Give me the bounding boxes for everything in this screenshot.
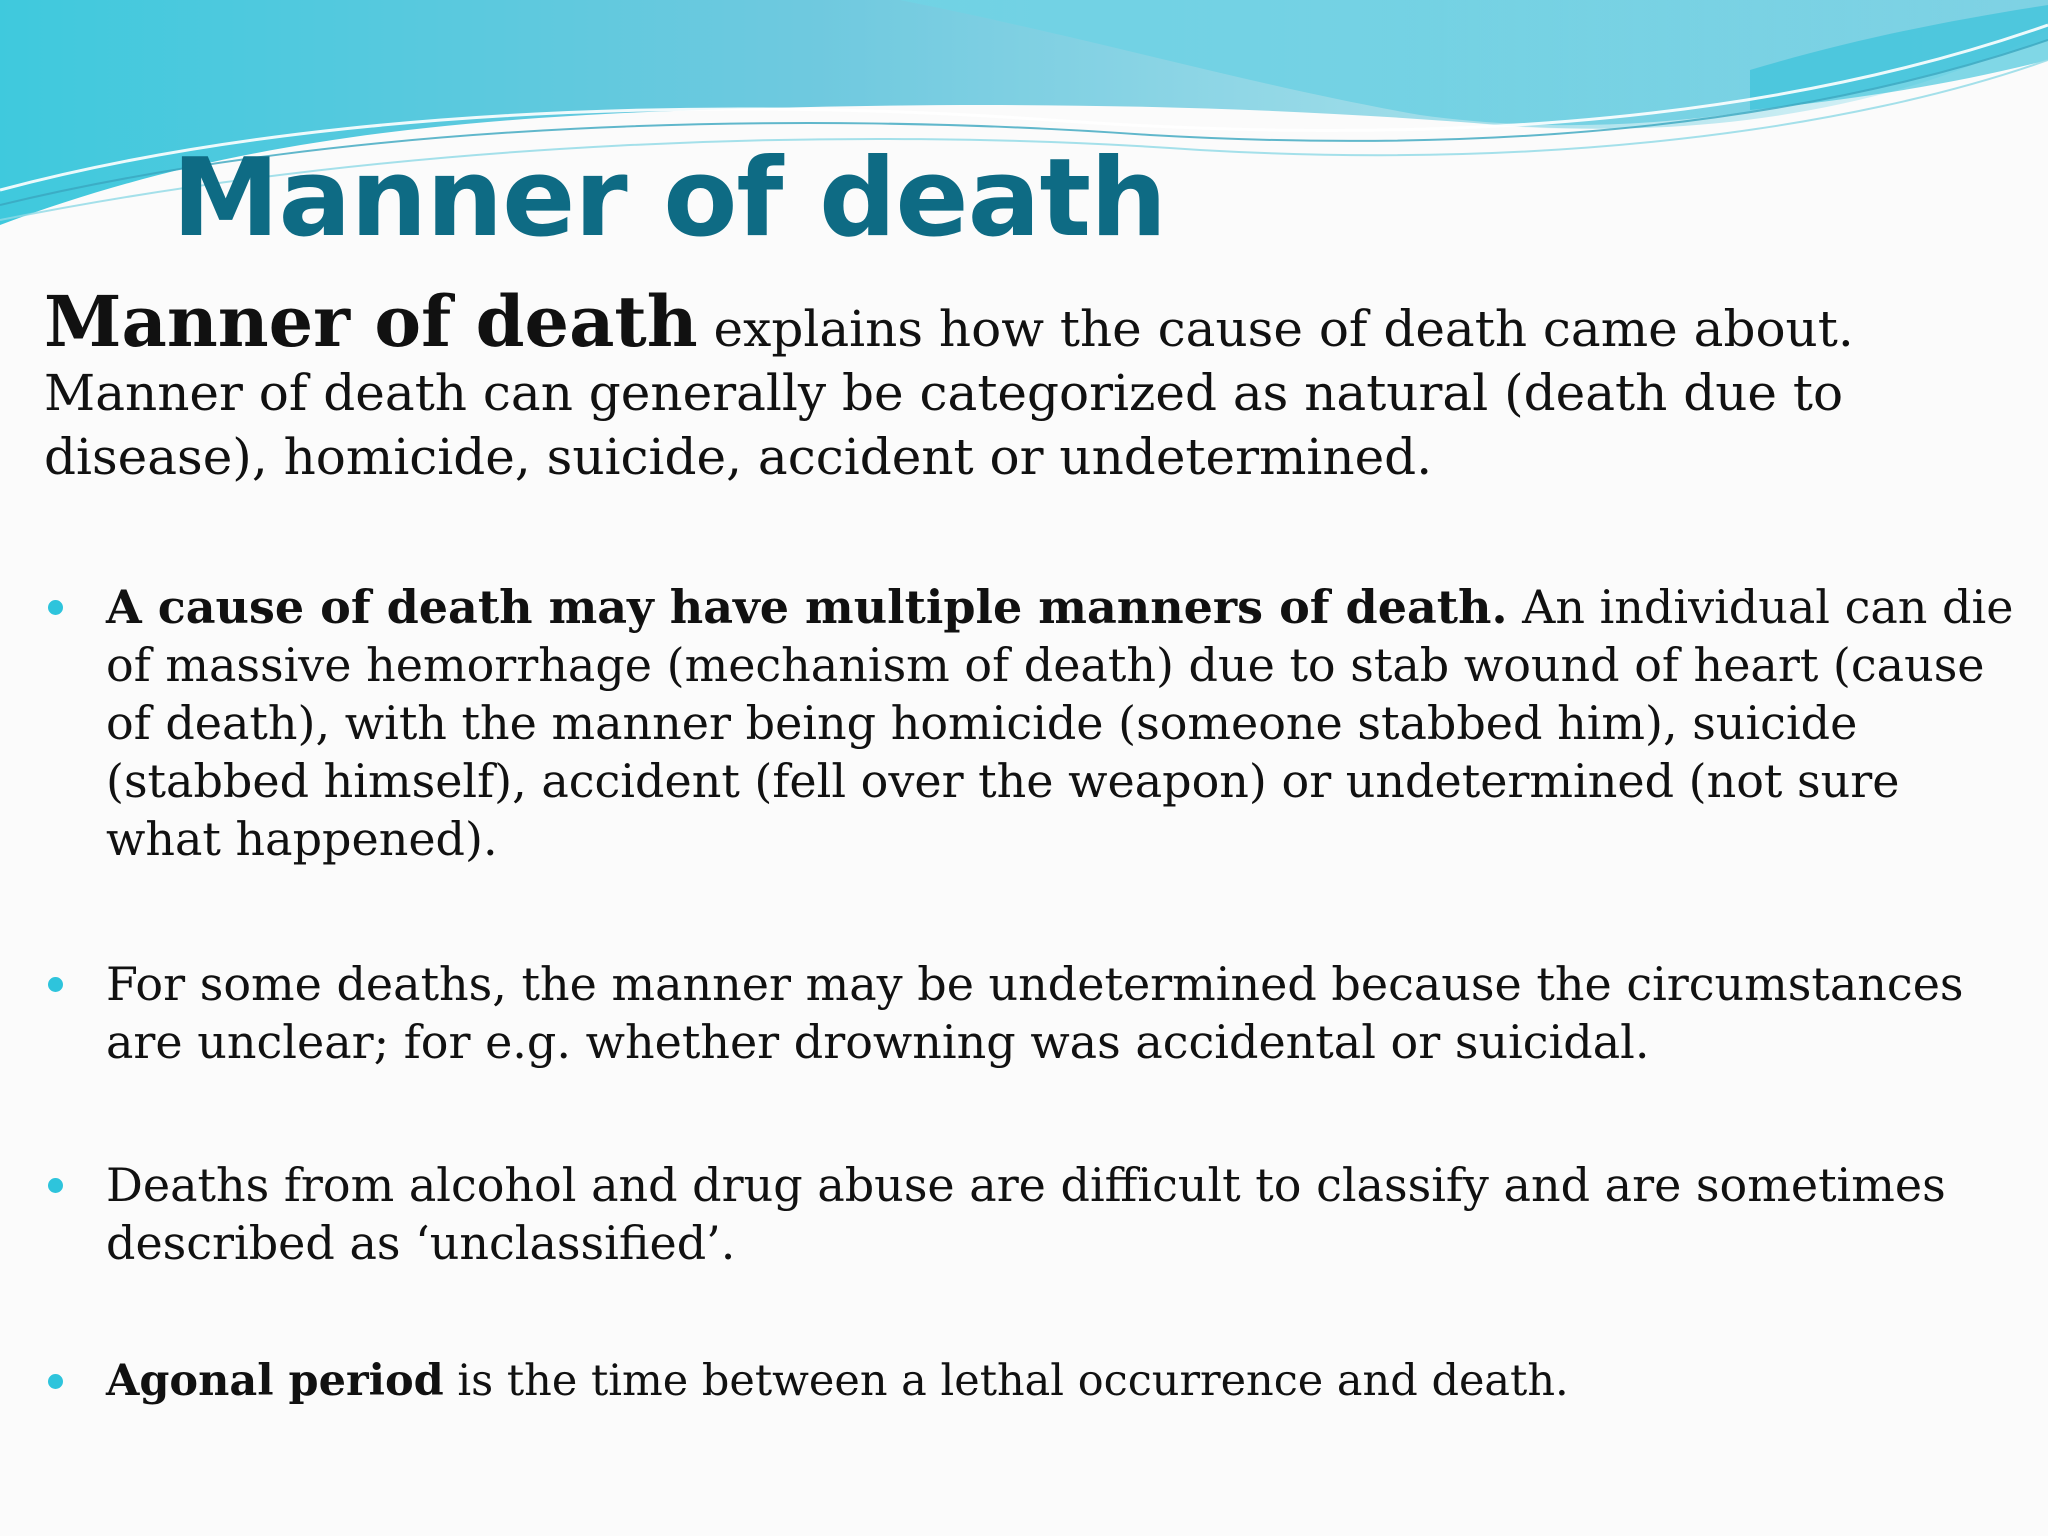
bullet-icon [48,1178,63,1193]
bullet-text: is the time between a lethal occurrence and death. [443,1356,1569,1406]
bullet-text: For some deaths, the manner may be undetermined because the circumstances are unclear; for e.g. whether drowning was accidental or suicidal. [106,957,1964,1069]
intro-text: explains how the cause of death came about. Manner of death can generally be categorized as natural (death due to disease), homicide, suicide, accident or undetermined. [44,300,1854,486]
intro-paragraph [44,280,2019,489]
intro-lead-term: Manner of death [44,280,698,363]
bullet-item-multiple-manners [106,578,2018,868]
bullet-item-agonal-period [106,1352,2018,1410]
bullet-text: An individual can die of massive hemorrhage (mechanism of death) due to stab wound of heart (cause of death), with the manner being homicide (someone stabbed him), suicide (stabbed himself), accident (fell over the weapon) or undetermined (not sure what happened). [106,580,2014,866]
bullet-icon [48,977,63,992]
slide-title: Manner of death [172,136,1166,261]
bullet-icon [48,600,63,615]
bullet-text: Deaths from alcohol and drug abuse are difficult to classify and are sometimes described as ‘unclassified’. [106,1158,1946,1270]
bullet-bold-text: A cause of death may have multiple manners of death. [106,580,1508,634]
bullet-item-undetermined [106,955,2018,1071]
bullet-item-alcohol-drugs [106,1156,2018,1272]
bullet-bold-text: Agonal period [106,1356,444,1406]
bullet-icon [48,1374,63,1389]
